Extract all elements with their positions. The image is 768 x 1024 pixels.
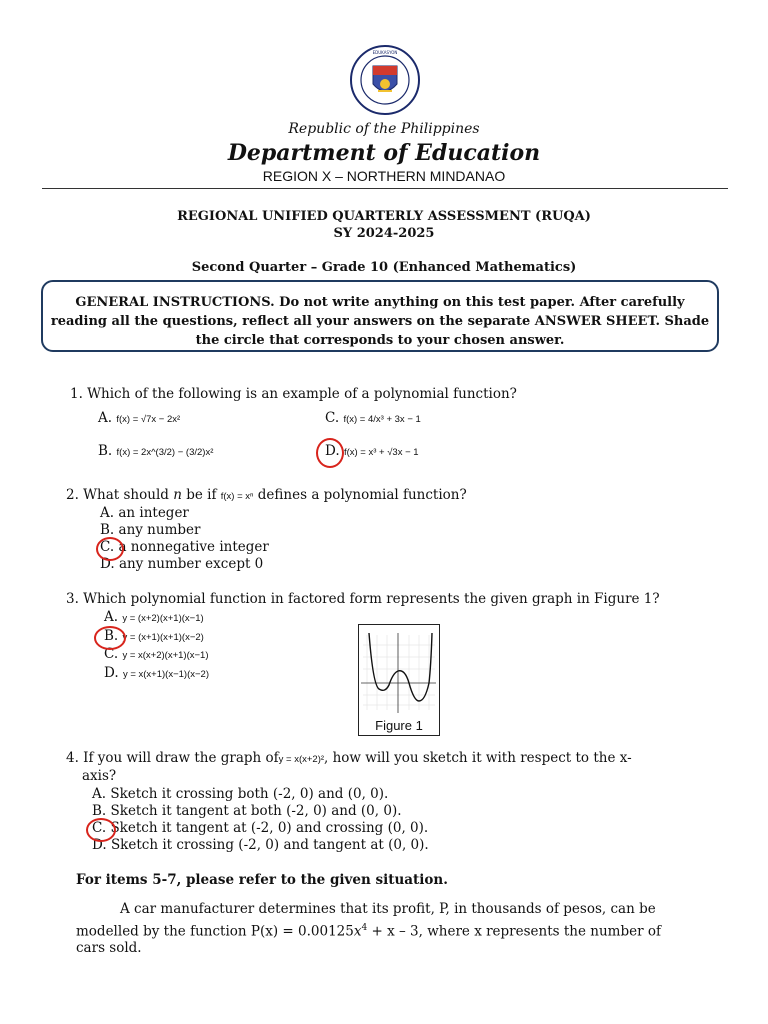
option-letter: A. xyxy=(100,505,115,521)
question-1-stem: 1. Which of the following is an example of a polynomial function? xyxy=(70,386,517,402)
situation-line-3: cars sold. xyxy=(76,940,142,956)
department-title: Department of Education xyxy=(227,140,541,166)
republic-line: Republic of the Philippines xyxy=(288,121,480,137)
situation-line2-post: + x – 3, where x represents the number of xyxy=(367,923,661,940)
q2-option-c xyxy=(100,539,269,556)
quarter-line: Second Quarter – Grade 10 (Enhanced Mathematics) xyxy=(191,260,577,275)
q3-option-a xyxy=(104,609,204,627)
option-text: f(x) = √7x − 2x² xyxy=(116,414,181,425)
option-text: y = (x+1)(x+1)(x−2) xyxy=(122,632,204,643)
option-letter: B. xyxy=(104,628,119,644)
q4-stem-post: , how will you sketch it with respect to the x- xyxy=(324,750,632,766)
deped-seal xyxy=(349,44,421,116)
option-letter: C. xyxy=(92,820,107,836)
situation-line-2 xyxy=(76,920,661,941)
option-letter: A. xyxy=(104,609,119,625)
q1-option-a xyxy=(98,410,180,428)
q1-option-b xyxy=(98,443,213,461)
question-4-stem-line2: axis? xyxy=(82,768,117,784)
option-text: y = x(x+2)(x+1)(x−1) xyxy=(122,650,209,661)
q4-stem-pre: 4. If you will draw the graph of xyxy=(66,750,279,766)
option-letter: B. xyxy=(98,443,113,459)
q2-stem-n: n xyxy=(173,487,182,503)
option-text: y = x(x+1)(x−1)(x−2) xyxy=(122,669,209,680)
option-text: f(x) = 2x^(3/2) − (3/2)x² xyxy=(116,447,214,458)
figure-1-graph xyxy=(359,625,438,715)
option-letter: D. xyxy=(92,837,107,853)
option-text: a nonnegative integer xyxy=(118,539,269,555)
school-year: SY 2024-2025 xyxy=(333,226,435,241)
q2-stem-post: defines a polynomial function? xyxy=(253,487,467,503)
option-letter: B. xyxy=(100,522,115,538)
question-3-stem: 3. Which polynomial function in factored form represents the given graph in Figure 1? xyxy=(66,591,660,607)
option-letter: B. xyxy=(92,803,107,819)
answer-mark-q1 xyxy=(316,438,344,468)
region-line: REGION X – NORTHERN MINDANAO xyxy=(262,168,506,184)
option-letter: C. xyxy=(104,646,119,662)
q2-stem-pre: 2. What should xyxy=(66,487,174,503)
seal-text: EDUKASYON xyxy=(372,50,398,55)
q4-option-b xyxy=(92,803,402,820)
option-letter: D. xyxy=(100,556,115,572)
option-text: Sketch it crossing (-2, 0) and tangent at (0, 0). xyxy=(110,837,429,853)
situation-line2-var: x xyxy=(353,923,362,940)
q2-stem-mid: be if xyxy=(181,487,221,503)
option-text: any number xyxy=(118,522,201,538)
option-letter: A. xyxy=(98,410,113,426)
answer-mark-q4 xyxy=(86,818,116,842)
situation-heading: For items 5-7, please refer to the given situation. xyxy=(76,872,448,888)
q2-option-b xyxy=(100,522,200,539)
option-text: y = (x+2)(x+1)(x−1) xyxy=(122,613,204,624)
assessment-name: REGIONAL UNIFIED QUARTERLY ASSESSMENT (RUQA) xyxy=(177,209,591,224)
q4-option-a xyxy=(92,786,388,803)
answer-mark-q2 xyxy=(96,537,124,561)
option-letter: D. xyxy=(325,443,340,459)
assessment-title xyxy=(0,208,768,242)
question-4-stem xyxy=(66,750,632,768)
option-text: f(x) = 4/x³ + 3x − 1 xyxy=(343,414,421,425)
option-text: Sketch it tangent at (-2, 0) and crossing (0, 0). xyxy=(110,820,429,836)
question-2-stem xyxy=(66,487,467,505)
option-text: an integer xyxy=(118,505,189,521)
situation-line2-exp: 4 xyxy=(361,923,368,933)
q4-option-c xyxy=(92,820,428,837)
option-text: Sketch it crossing both (-2, 0) and (0, 0). xyxy=(110,786,389,802)
option-text: any number except 0 xyxy=(118,556,264,572)
header-divider xyxy=(42,188,728,189)
option-letter: A. xyxy=(92,786,107,802)
option-letter: D. xyxy=(104,665,119,681)
option-letter: C. xyxy=(100,539,115,555)
q2-option-a xyxy=(100,505,189,522)
answer-mark-q3 xyxy=(94,626,126,650)
q1-option-c xyxy=(325,410,421,428)
figure-1-caption: Figure 1 xyxy=(375,718,423,733)
option-text: Sketch it tangent at both (-2, 0) and (0, 0). xyxy=(110,803,402,819)
option-text: f(x) = x³ + √3x − 1 xyxy=(343,447,419,458)
situation-line-1: A car manufacturer determines that its profit, P, in thousands of pesos, can be xyxy=(120,901,656,917)
polynomial-curve xyxy=(369,633,432,701)
q2-stem-fx: f(x) = xⁿ xyxy=(220,491,254,502)
q2-option-d xyxy=(100,556,263,573)
situation-line2-pre: modelled by the function P(x) = 0.00125 xyxy=(76,923,354,940)
q4-option-d xyxy=(92,837,429,854)
q3-option-c xyxy=(104,646,209,664)
q3-option-d xyxy=(104,665,209,683)
option-letter: C. xyxy=(325,410,340,426)
general-instructions-box: GENERAL INSTRUCTIONS. Do not write anything on this test paper. After carefully reading all the questions, reflect all your answers on the separate ANSWER SHEET. Shade the circle that corresponds to your chosen answer. xyxy=(41,280,719,352)
q4-stem-fx: y = x(x+2)² xyxy=(278,754,325,765)
